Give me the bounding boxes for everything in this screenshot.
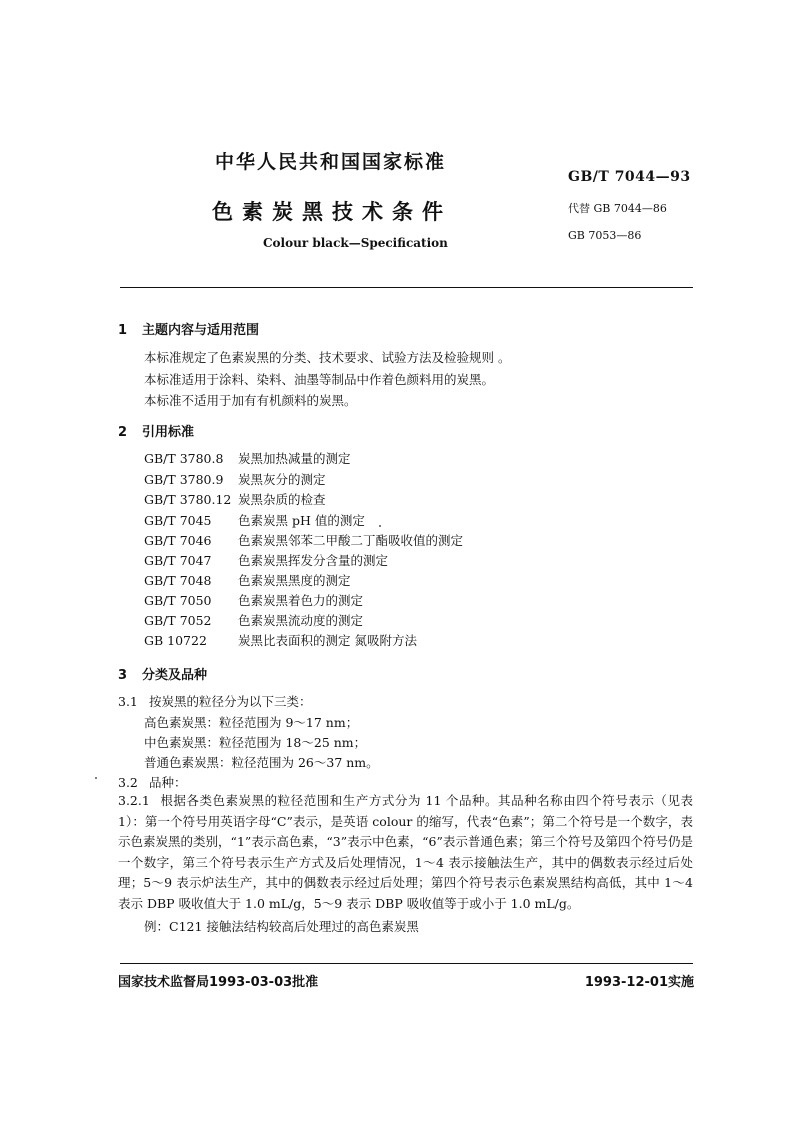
footer-divider <box>120 963 693 964</box>
reference-code: GB 10722 <box>144 633 207 648</box>
reference-code: GB/T 7045 <box>144 513 212 528</box>
reference-item <box>144 531 463 549</box>
reference-item <box>144 490 326 508</box>
reference-code: GB/T 7052 <box>144 613 212 628</box>
subsection-number: 3.2 <box>118 775 138 790</box>
section-title: 分类及品种 <box>142 668 208 683</box>
reference-code: GB/T 3780.12 <box>144 492 232 507</box>
reference-code: GB/T 7048 <box>144 573 212 588</box>
reference-item <box>144 591 363 609</box>
header-divider <box>120 287 693 288</box>
subsection-number: 3.2.1 <box>118 793 150 808</box>
section-title: 主题内容与适用范围 <box>142 323 260 338</box>
reference-name: 色素炭黑黑度的测定 <box>238 573 351 588</box>
standard-code: GB/T 7044—93 <box>568 169 691 185</box>
reference-code: GB/T 7050 <box>144 593 212 608</box>
scan-speck <box>95 777 97 779</box>
document-title: 色素炭黑技术条件 <box>212 200 452 224</box>
national-standard-heading: 中华人民共和国国家标准 <box>215 151 447 173</box>
reference-code: GB/T 3780.9 <box>144 472 224 487</box>
reference-item <box>144 551 388 569</box>
implementation-date: 1993-12-01实施 <box>584 975 694 990</box>
reference-name: 色素炭黑邻苯二甲酸二丁酯吸收值的测定 <box>238 533 464 548</box>
section-number: 3 <box>118 668 128 683</box>
reference-item <box>144 470 326 488</box>
english-subtitle: Colour black—Specification <box>263 236 448 250</box>
reference-item <box>144 571 351 589</box>
reference-name: 色素炭黑 pH 值的测定 <box>238 513 365 528</box>
classification-item: 中色素炭黑：粒径范围为 18～25 nm； <box>144 735 367 750</box>
subsection-3-1 <box>118 692 312 710</box>
subsection-text: 按炭黑的粒径分为以下三类： <box>149 694 312 709</box>
reference-item <box>144 611 363 629</box>
reference-name: 色素炭黑着色力的测定 <box>238 593 364 608</box>
approval-date: 国家技术监督局1993-03-03批准 <box>118 975 319 990</box>
reference-name: 炭黑比表面积的测定 氮吸附方法 <box>238 633 417 648</box>
classification-item: 普通色素炭黑：粒径范围为 26～37 nm。 <box>144 755 379 770</box>
replaces-line-1: 代替 GB 7044—86 <box>568 202 667 215</box>
section-1-heading <box>118 319 259 338</box>
reference-item <box>144 449 351 467</box>
example-line: 例：C121 接触法结构较高后处理过的高色素炭黑 <box>144 919 419 934</box>
paragraph: 本标准不适用于加有有机颜料的炭黑。 <box>144 393 357 408</box>
replaces-line-2: GB 7053—86 <box>568 229 642 242</box>
reference-code: GB/T 7046 <box>144 533 212 548</box>
section-number: 1 <box>118 323 128 338</box>
reference-name: 炭黑灰分的测定 <box>238 472 326 487</box>
reference-name: 炭黑杂质的检查 <box>238 492 326 507</box>
subsection-text: 品种： <box>149 775 187 790</box>
reference-code: GB/T 7047 <box>144 553 212 568</box>
subsection-text: 根据各类色素炭黑的粒径范围和生产方式分为 11 个品种。其品种名称由四个符号表示（见表 1）：第一个符号用英语字母“C”表示，是英语 colour 的缩写，代表“色素”；第二个符号是一个数字，表示色素炭黑的类别，“1”表示高色素，“3”表示中色素，“6”表示普通色素；第三个符号及第四个符号仍是一个数字，第三个符号表示生产方式及后处理情况，1～4 表示接触法生产，其中的偶数表示经过后处理；5～9 表示炉法生产，其中的偶数表示经过后处理；第四个符号表示色素炭黑结构高低，其中 1～4 表示 DBP 吸收值大于 1.0 mL/g，5～9 表示 DBP 吸收值等于或小于 1.0 mL/g。 <box>118 793 693 911</box>
subsection-number: 3.1 <box>118 694 138 709</box>
paragraph: 本标准适用于涂料、染料、油墨等制品中作着色颜料用的炭黑。 <box>144 372 495 387</box>
reference-name: 色素炭黑流动度的测定 <box>238 613 364 628</box>
section-number: 2 <box>118 425 128 440</box>
paragraph: 本标准规定了色素炭黑的分类、技术要求、试验方法及检验规则 。 <box>144 350 511 365</box>
subsection-3-2-1 <box>118 791 693 914</box>
reference-name: 色素炭黑挥发分含量的测定 <box>238 553 389 568</box>
classification-item: 高色素炭黑：粒径范围为 9～17 nm； <box>144 715 359 730</box>
reference-item <box>144 631 417 649</box>
section-3-heading <box>118 664 207 683</box>
section-2-heading <box>118 421 194 440</box>
reference-code: GB/T 3780.8 <box>144 451 224 466</box>
scan-speck <box>379 525 381 527</box>
subsection-3-2 <box>118 773 187 791</box>
reference-name: 炭黑加热减量的测定 <box>238 451 351 466</box>
reference-item <box>144 511 365 529</box>
section-title: 引用标准 <box>142 425 195 440</box>
